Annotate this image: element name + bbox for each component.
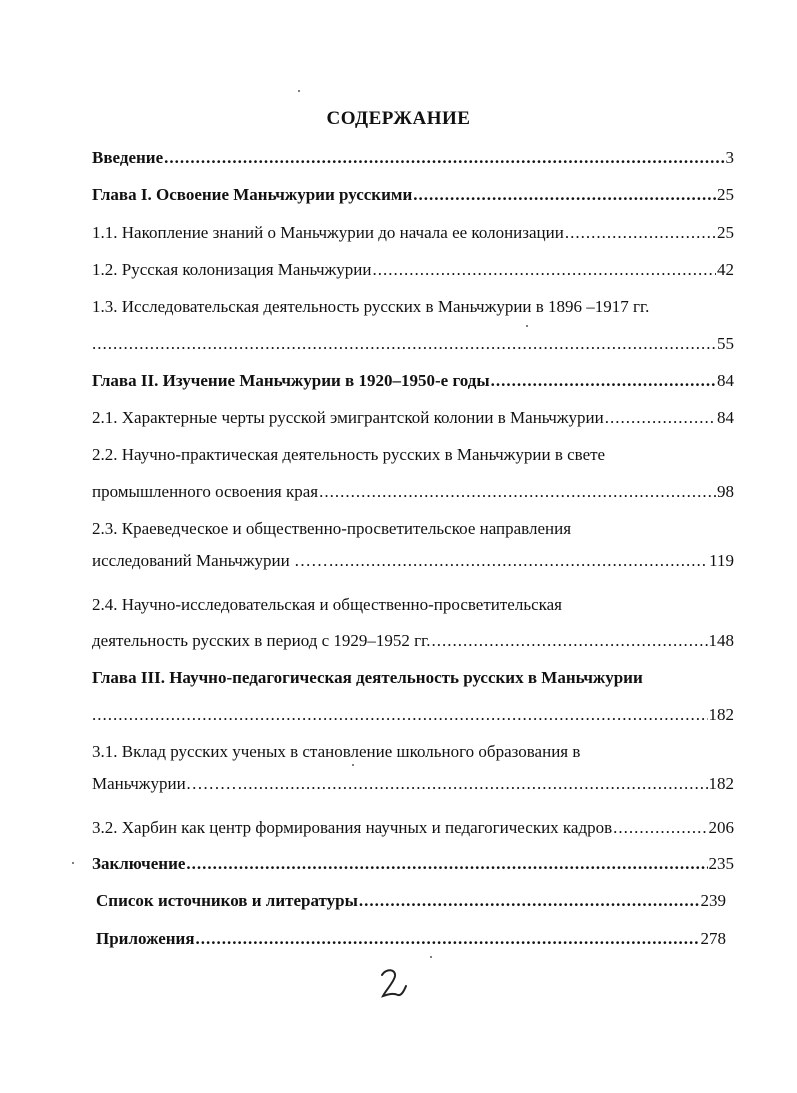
- toc-entry-1-1: [92, 222, 734, 244]
- toc-entry-chapter-1: [92, 184, 734, 206]
- toc-entry-label: Глава II. Изучение Маньчжурии в 1920–1950-е годы: [92, 371, 490, 390]
- dot-leader: [413, 184, 716, 206]
- toc-entry-page: 98: [717, 482, 734, 501]
- dot-leader: [92, 333, 716, 355]
- toc-entry-page: 182: [708, 774, 734, 793]
- toc-entry-intro: [92, 147, 734, 169]
- dot-leader: [431, 630, 707, 652]
- toc-entry-2-1: [92, 407, 734, 429]
- dot-leader: [92, 704, 708, 726]
- dot-leader: [613, 817, 707, 839]
- toc-entry-label: Глава I. Освоение Маньчжурии русскими: [92, 185, 413, 204]
- toc-entry-label: Заключение: [92, 854, 186, 873]
- toc-entry-2-2: [92, 481, 734, 503]
- toc-entry-2-3-title: 2.3. Краеведческое и общественно-просветительское направления: [92, 519, 572, 538]
- toc-entry-page: 25: [717, 185, 734, 204]
- toc-entry-label: Приложения: [96, 929, 195, 948]
- toc-entry-1-3: [92, 333, 734, 355]
- toc-entry-appendix: [96, 928, 726, 950]
- toc-entry-chapter-3-title: Глава III. Научно-педагогическая деятельность русских в Маньчжурии: [92, 668, 643, 687]
- toc-entry-label: Маньчжурии………: [92, 774, 237, 793]
- dot-leader: [238, 773, 708, 795]
- dot-leader: [491, 370, 716, 392]
- toc-entry-label: 2.1. Характерные черты русской эмигрантской колонии в Маньчжурии: [92, 408, 604, 427]
- toc-entry-page: 3: [725, 148, 734, 167]
- toc-entry-3-2: [92, 817, 734, 839]
- toc-entry-1-2: [92, 259, 734, 281]
- dot-leader: [164, 147, 724, 169]
- toc-entry-chapter-2: [92, 370, 734, 392]
- page-title: СОДЕРЖАНИЕ: [326, 108, 471, 129]
- dot-leader: [565, 222, 716, 244]
- dot-leader: [373, 259, 717, 281]
- toc-entry-label: 1.2. Русская колонизация Маньчжурии: [92, 260, 372, 279]
- toc-entry-page: 84: [717, 371, 734, 390]
- dot-leader: [359, 890, 700, 912]
- dot-leader: [186, 853, 707, 875]
- toc-entry-1-3-title: 1.3. Исследовательская деятельность русских в Маньчжурии в 1896 –1917 гг.: [92, 297, 650, 316]
- toc-entry-3-1-title: 3.1. Вклад русских ученых в становление школьного образования в: [92, 742, 581, 761]
- toc-entry-page: 25: [717, 223, 734, 242]
- toc-entry-page: 239: [700, 891, 726, 910]
- toc-entry-label: исследований Маньчжурии ……: [92, 551, 328, 570]
- dot-leader: [319, 481, 716, 503]
- toc-entry-page: 55: [717, 334, 734, 353]
- toc-entry-label: деятельность русских в период с 1929–1952 гг.: [92, 631, 431, 650]
- toc-entry-label: 1.1. Накопление знаний о Маньчжурии до начала ее колонизации: [92, 223, 564, 242]
- toc-entry-page: 42: [717, 260, 734, 279]
- dot-leader: [605, 407, 716, 429]
- toc-entry-label: Введение: [92, 148, 164, 167]
- toc-entry-page: 235: [708, 854, 734, 873]
- toc-entry-page: 206: [708, 818, 734, 837]
- toc-entry-conclusion: [92, 853, 734, 875]
- toc-entry-2-4-title: 2.4. Научно-исследовательская и общественно-просветительская: [92, 595, 562, 614]
- toc-entry-2-2-title: 2.2. Научно-практическая деятельность русских в Маньчжурии в свете: [92, 445, 606, 464]
- toc-entry-chapter-3: [92, 704, 734, 726]
- dot-leader: [196, 928, 700, 950]
- toc-entry-page: 278: [700, 929, 726, 948]
- toc-entry-3-1: [92, 773, 734, 795]
- toc-entry-page: 119: [709, 551, 734, 570]
- toc-entry-page: 148: [708, 631, 734, 650]
- toc-entry-sources: [96, 890, 726, 912]
- toc-entry-page: 182: [708, 705, 734, 724]
- handwritten-page-number: [376, 966, 416, 1000]
- toc-entry-2-4: [92, 630, 734, 652]
- toc-entry-page: 84: [717, 408, 734, 427]
- toc-entry-label: промышленного освоения края: [92, 482, 319, 501]
- toc-entry-label: Список источников и литературы: [96, 891, 358, 910]
- toc-entry-2-3: [92, 550, 734, 572]
- toc-entry-label: 3.2. Харбин как центр формирования научных и педагогических кадров: [92, 818, 613, 837]
- dot-leader: [329, 550, 708, 572]
